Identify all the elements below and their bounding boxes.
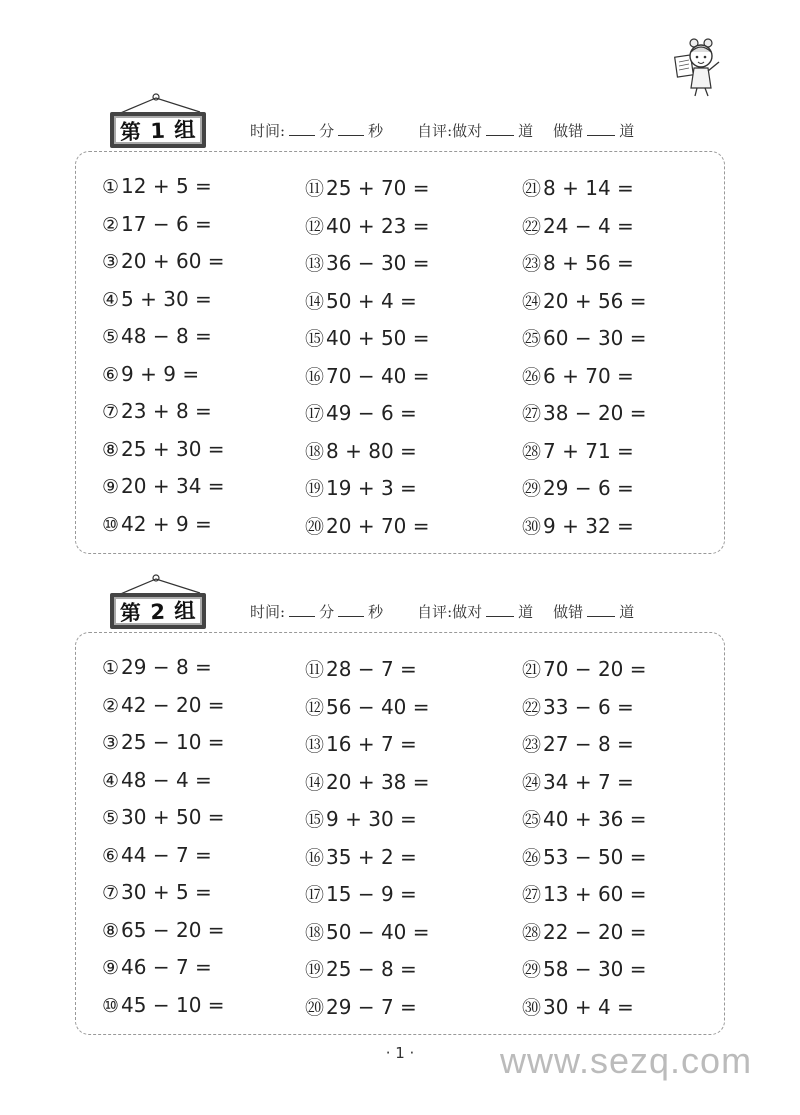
problem-item (522, 880, 647, 907)
problem-item (305, 843, 417, 870)
group-title: 第 2 组 (110, 593, 206, 629)
problem-number: ⑯ (305, 365, 325, 388)
problem-item (102, 324, 212, 348)
group-title: 第 1 组 (110, 112, 206, 148)
problem-expression: 50 − 40 = (326, 919, 430, 944)
problem-item (102, 249, 225, 273)
problem-expression: 27 − 8 = (543, 732, 634, 756)
problem-item (305, 249, 430, 276)
problem-number: ㉖ (522, 365, 542, 388)
problem-number: ⑥ (102, 363, 120, 386)
problem-item (522, 693, 634, 720)
problem-expression: 38 − 20 = (543, 401, 647, 425)
problem-number: ⑤ (102, 326, 120, 348)
problem-item (522, 324, 647, 351)
problem-number: ㉚ (522, 515, 542, 538)
problem-number: ㉑ (522, 178, 542, 200)
problem-item (522, 843, 647, 870)
problem-item (305, 918, 430, 945)
problem-item (102, 993, 225, 1017)
group-title-plaque (108, 92, 212, 152)
problem-item (522, 805, 647, 832)
problem-item (102, 843, 212, 867)
problem-item (305, 174, 430, 201)
problem-number: ⑲ (305, 478, 325, 500)
problem-number: ⑩ (102, 994, 120, 1017)
problem-expression: 58 − 30 = (543, 957, 647, 981)
seconds-label: 秒 (368, 603, 384, 621)
problem-item (305, 474, 417, 501)
problem-expression: 42 − 20 = (121, 692, 225, 717)
problem-expression: 70 − 40 = (326, 363, 430, 388)
problem-number: ⑨ (102, 476, 120, 498)
minutes-label: 分 (319, 122, 335, 140)
problem-number: ㉓ (522, 253, 542, 275)
problem-expression: 70 − 20 = (543, 657, 647, 681)
problem-expression: 29 − 6 = (543, 476, 634, 500)
problem-item (102, 805, 225, 829)
problem-number: ⑳ (305, 996, 325, 1019)
problem-item (305, 955, 417, 982)
problem-number: ⑤ (102, 807, 120, 829)
wrong-unit: 道 (619, 603, 635, 621)
problem-number: ⑪ (305, 178, 325, 200)
problem-number: ㉗ (522, 403, 542, 425)
problem-item (102, 655, 212, 679)
problem-item (305, 324, 430, 351)
problem-item (102, 768, 212, 792)
problem-expression: 9 + 32 = (543, 513, 634, 538)
minutes-label: 分 (319, 603, 335, 621)
problem-expression: 45 − 10 = (121, 992, 225, 1017)
page-number: · 1 · (385, 1044, 415, 1062)
group-title-plaque (108, 573, 212, 633)
problem-item (102, 880, 212, 904)
correct-count-blank[interactable] (486, 604, 514, 617)
problem-number: ④ (102, 288, 120, 311)
problem-expression: 30 + 5 = (121, 880, 212, 904)
problem-expression: 25 + 30 = (121, 436, 225, 461)
problem-number: ⑱ (305, 921, 325, 944)
problem-expression: 34 + 7 = (543, 769, 634, 794)
problem-number: ③ (102, 251, 120, 273)
problem-number: ② (102, 694, 120, 717)
problem-number: ⑰ (305, 403, 325, 425)
problem-expression: 40 + 50 = (326, 326, 430, 350)
problem-item (102, 474, 225, 498)
problem-expression: 46 − 7 = (121, 955, 212, 979)
wrong-count-blank[interactable] (587, 123, 615, 136)
problem-number: ⑯ (305, 846, 325, 869)
problem-item (522, 174, 634, 201)
problem-number: ㉘ (522, 440, 542, 463)
problem-number: ㉔ (522, 290, 542, 313)
problem-expression: 25 − 8 = (326, 957, 417, 981)
problem-item (305, 805, 417, 832)
problem-item (305, 362, 430, 389)
problem-item (305, 993, 417, 1020)
problem-item (305, 287, 417, 314)
problem-number: ㉙ (522, 959, 542, 981)
problem-number: ⑩ (102, 513, 120, 536)
problem-item (522, 993, 634, 1020)
problem-number: ㉒ (522, 215, 542, 238)
problem-number: ㉚ (522, 996, 542, 1019)
problem-expression: 19 + 3 = (326, 476, 417, 500)
problem-item (305, 399, 417, 426)
correct-label: 自评:做对 (417, 122, 483, 140)
problem-expression: 15 − 9 = (326, 882, 417, 906)
problem-number: ㉔ (522, 771, 542, 794)
problem-item (522, 768, 634, 795)
problem-item (102, 693, 225, 717)
problem-expression: 23 + 8 = (121, 399, 212, 423)
problem-number: ⑦ (102, 882, 120, 904)
problem-expression: 9 + 30 = (326, 807, 417, 831)
problem-number: ⑲ (305, 959, 325, 981)
problem-expression: 20 + 70 = (326, 513, 430, 538)
problem-expression: 44 − 7 = (121, 842, 212, 867)
problem-number: ⑫ (305, 215, 325, 238)
problem-number: ㉗ (522, 884, 542, 906)
problem-item (522, 287, 647, 314)
problem-item (305, 512, 430, 539)
problem-expression: 50 + 4 = (326, 288, 417, 313)
problem-expression: 17 − 6 = (121, 211, 212, 236)
problem-item (522, 655, 647, 682)
problem-expression: 40 + 36 = (543, 807, 647, 831)
problem-expression: 53 − 50 = (543, 844, 647, 869)
minutes-blank[interactable] (289, 604, 315, 617)
problem-expression: 49 − 6 = (326, 401, 417, 425)
correct-unit: 道 (518, 603, 534, 621)
problem-item (102, 918, 225, 942)
problem-number: ⑫ (305, 696, 325, 719)
wrong-label: 做错 (553, 603, 584, 621)
problem-number: ㉕ (522, 328, 542, 350)
problem-number: ③ (102, 732, 120, 754)
seconds-blank[interactable] (338, 123, 364, 136)
problem-item (522, 918, 647, 945)
problem-expression: 40 + 23 = (326, 213, 430, 238)
problem-item (522, 362, 634, 389)
problem-item (305, 212, 430, 239)
problem-expression: 30 + 50 = (121, 805, 225, 829)
problem-number: ⑮ (305, 328, 325, 350)
problem-expression: 16 + 7 = (326, 732, 417, 756)
self-evaluation-line (250, 120, 634, 141)
problem-number: ⑨ (102, 957, 120, 979)
correct-count-blank[interactable] (486, 123, 514, 136)
problem-item (522, 512, 634, 539)
problem-item (102, 512, 212, 536)
problem-number: ⑳ (305, 515, 325, 538)
problem-number: ⑬ (305, 253, 325, 275)
problem-number: ㉑ (522, 659, 542, 681)
problem-number: ② (102, 213, 120, 236)
problem-item (522, 437, 634, 464)
problem-expression: 25 − 10 = (121, 730, 225, 754)
problem-number: ⑬ (305, 734, 325, 756)
problem-expression: 8 + 80 = (326, 438, 417, 463)
problem-item (305, 693, 430, 720)
problem-expression: 20 + 56 = (543, 288, 647, 313)
problem-expression: 42 + 9 = (121, 511, 212, 536)
problem-number: ⑰ (305, 884, 325, 906)
problem-expression: 56 − 40 = (326, 694, 430, 719)
correct-label: 自评:做对 (417, 603, 483, 621)
problem-number: ④ (102, 769, 120, 792)
problem-expression: 8 + 14 = (543, 176, 634, 200)
problem-item (102, 955, 212, 979)
problem-item (102, 730, 225, 754)
problem-number: ㉘ (522, 921, 542, 944)
problem-number: ㉒ (522, 696, 542, 719)
problem-expression: 28 − 7 = (326, 657, 417, 681)
problem-number: ⑮ (305, 809, 325, 831)
wrong-count-blank[interactable] (587, 604, 615, 617)
problem-number: ⑧ (102, 438, 120, 461)
problem-expression: 20 + 38 = (326, 769, 430, 794)
problem-item (102, 399, 212, 423)
problem-number: ① (102, 176, 120, 198)
problem-item (522, 399, 647, 426)
problem-expression: 60 − 30 = (543, 326, 647, 350)
problem-item (522, 474, 634, 501)
seconds-label: 秒 (368, 122, 384, 140)
problem-item (522, 955, 647, 982)
problem-expression: 48 − 4 = (121, 767, 212, 792)
problem-number: ⑧ (102, 919, 120, 942)
problem-expression: 48 − 8 = (121, 324, 212, 348)
problem-number: ⑱ (305, 440, 325, 463)
problem-expression: 7 + 71 = (543, 438, 634, 463)
problem-expression: 9 + 9 = (121, 361, 200, 386)
problem-item (102, 362, 199, 386)
wrong-unit: 道 (619, 122, 635, 140)
problem-number: ⑭ (305, 771, 325, 794)
problem-expression: 65 − 20 = (121, 917, 225, 942)
problem-item (305, 730, 417, 757)
mascot-girl-icon (664, 38, 726, 98)
problem-expression: 25 + 70 = (326, 176, 430, 200)
problem-item (102, 174, 212, 198)
problem-number: ⑭ (305, 290, 325, 313)
correct-unit: 道 (518, 122, 534, 140)
problem-item (102, 437, 225, 461)
problem-number: ㉕ (522, 809, 542, 831)
problem-number: ⑥ (102, 844, 120, 867)
problem-number: ㉓ (522, 734, 542, 756)
time-label: 时间: (250, 122, 286, 140)
problem-expression: 29 − 7 = (326, 994, 417, 1019)
wrong-label: 做错 (553, 122, 584, 140)
problem-expression: 12 + 5 = (121, 174, 212, 198)
self-evaluation-line (250, 601, 634, 622)
problem-expression: 35 + 2 = (326, 844, 417, 869)
problem-number: ㉙ (522, 478, 542, 500)
problem-item (305, 655, 417, 682)
problem-number: ⑦ (102, 401, 120, 423)
problem-item (102, 287, 212, 311)
minutes-blank[interactable] (289, 123, 315, 136)
problem-expression: 20 + 34 = (121, 474, 225, 498)
time-label: 时间: (250, 603, 286, 621)
problem-expression: 13 + 60 = (543, 882, 647, 906)
problem-expression: 6 + 70 = (543, 363, 634, 388)
problem-number: ① (102, 657, 120, 679)
problem-item (522, 212, 634, 239)
problem-number: ㉖ (522, 846, 542, 869)
watermark: www.sezq.com (500, 1040, 753, 1081)
problem-item (522, 249, 634, 276)
problem-item (305, 437, 417, 464)
problem-expression: 33 − 6 = (543, 694, 634, 719)
problem-item (102, 212, 212, 236)
problem-number: ⑪ (305, 659, 325, 681)
problem-expression: 30 + 4 = (543, 994, 634, 1019)
problem-expression: 29 − 8 = (121, 655, 212, 679)
problem-expression: 5 + 30 = (121, 286, 212, 311)
problem-expression: 20 + 60 = (121, 249, 225, 273)
problem-item (305, 768, 430, 795)
problem-expression: 36 − 30 = (326, 251, 430, 275)
problem-expression: 24 − 4 = (543, 213, 634, 238)
seconds-blank[interactable] (338, 604, 364, 617)
problem-item (522, 730, 634, 757)
problem-expression: 8 + 56 = (543, 251, 634, 275)
problem-item (305, 880, 417, 907)
problem-expression: 22 − 20 = (543, 919, 647, 944)
